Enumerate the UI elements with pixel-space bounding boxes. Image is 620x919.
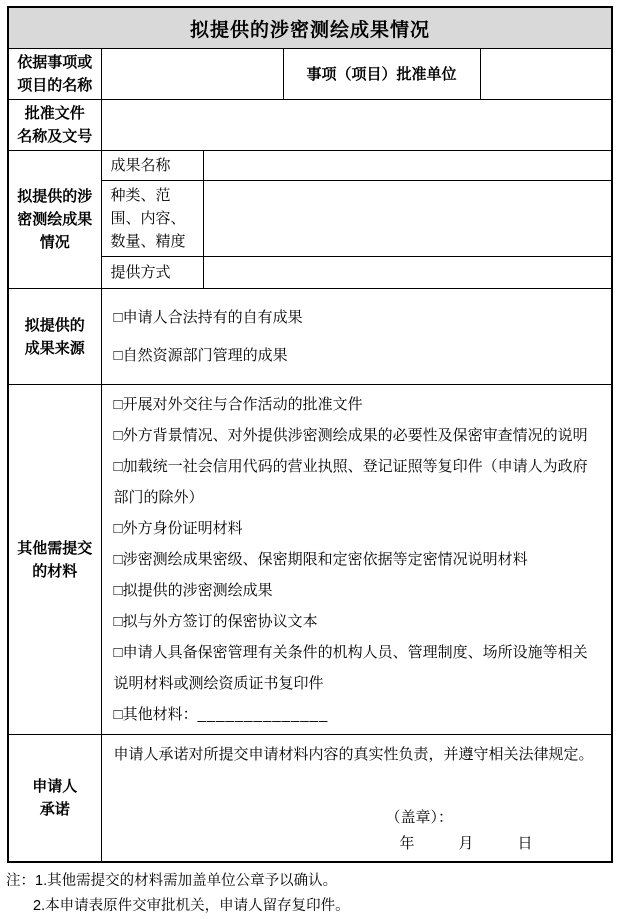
source-option-label: 自然资源部门管理的成果 [122, 346, 288, 364]
date-day-label: 日 [517, 835, 533, 852]
provision-method-label: 提供方式 [101, 257, 203, 289]
material-item-label: 拟提供的涉密测绘成果 [122, 582, 273, 599]
source-option-label: 申请人合法持有的自有成果 [122, 308, 303, 326]
approval-document-label [8, 100, 101, 151]
result-name-label: 成果名称 [101, 151, 203, 181]
label-line: 申请人 [32, 778, 78, 795]
footnote-line [6, 869, 620, 894]
label-line: 情况 [39, 234, 70, 251]
stamp-and-date-block [386, 805, 602, 857]
footnote-line [6, 894, 620, 919]
checkbox-icon: □ [113, 458, 123, 475]
checkbox-icon: □ [113, 582, 123, 599]
approval-document-value-cell [101, 100, 612, 151]
label-line: 批准文件 [24, 105, 85, 122]
date-year-label: 年 [399, 835, 415, 852]
checkbox-icon: □ [113, 308, 123, 326]
material-item [114, 420, 598, 451]
material-item [114, 575, 598, 606]
checkbox-icon: □ [113, 706, 123, 723]
material-item-label: 外方身份证明材料 [122, 520, 243, 537]
checkbox-icon: □ [113, 520, 123, 537]
material-item [114, 699, 598, 730]
material-item-label: 申请人具备保密管理有关条件的机构人员、管理制度、场所设施等相关说明材料或测绘资质证书复印件 [113, 644, 588, 692]
classified-results-form-table [7, 6, 613, 863]
material-item-label: 拟与外方签订的保密协议文本 [122, 613, 318, 630]
source-option [114, 299, 604, 337]
material-item-label: 外方背景情况、对外提供涉密测绘成果的必要性及保密审查情况的说明 [122, 427, 588, 444]
material-item [114, 637, 598, 699]
result-type-scope-label: 种类、范围、内容、数量、精度 [101, 181, 203, 257]
footnote-text: 2.本申请表原件交审批机关，申请人留存复印件。 [33, 898, 350, 914]
label-line: 其他需提交 [17, 539, 93, 557]
pledge-section-label [8, 735, 101, 863]
other-materials-blank-line: ______________ [197, 706, 329, 723]
basis-project-name-label [8, 49, 101, 100]
approval-unit-value-cell [480, 49, 612, 100]
material-item [114, 544, 598, 575]
label-line: 项目的名称 [17, 77, 93, 94]
footnote-text: 1.其他需提交的材料需加盖单位公章予以确认。 [35, 873, 338, 889]
checkbox-icon: □ [113, 396, 123, 413]
result-name-value-cell [203, 151, 612, 181]
material-item [114, 513, 598, 544]
label-line: 拟提供的 [24, 316, 85, 334]
provision-method-value-cell [203, 257, 612, 289]
footnote-prefix: 注： [6, 873, 35, 889]
label-line: 名称及文号 [17, 128, 93, 145]
material-item-label: 涉密测绘成果密级、保密期限和定密依据等定密情况说明材料 [122, 551, 528, 568]
label-line: 承诺 [39, 801, 70, 818]
other-materials-items-cell [101, 385, 612, 735]
checkbox-icon: □ [113, 644, 123, 661]
checkbox-icon: □ [113, 613, 123, 630]
material-item [114, 389, 598, 420]
source-options-cell [101, 289, 612, 385]
label-line: 拟提供的涉 [17, 188, 93, 205]
checkbox-icon: □ [113, 346, 123, 364]
checkbox-icon: □ [113, 427, 123, 444]
form-title: 拟提供的涉密测绘成果情况 [8, 7, 612, 49]
footnotes [6, 869, 620, 919]
pledge-content-cell [101, 735, 612, 863]
result-type-scope-value-cell [203, 181, 612, 257]
source-section-label [8, 289, 101, 385]
material-item-label: 其他材料： [122, 706, 198, 723]
label-line: 成果来源 [24, 339, 85, 357]
source-option [114, 337, 604, 375]
date-line [386, 831, 602, 857]
approval-unit-label: 事项（项目）批准单位 [283, 49, 480, 100]
stamp-label: （盖章）： [385, 809, 454, 826]
material-item [114, 606, 598, 637]
material-item-label: 开展对外交往与合作活动的批准文件 [122, 396, 363, 413]
pledge-statement: 申请人承诺对所提交申请材料内容的真实性负责，并遵守相关法律规定。 [113, 746, 594, 763]
results-section-label [8, 151, 101, 289]
material-item-label: 加载统一社会信用代码的营业执照、登记证照等复印件（申请人为政府部门的除外） [113, 458, 588, 506]
basis-project-name-value-cell [101, 49, 283, 100]
material-item [114, 451, 598, 513]
label-line: 的材料 [32, 562, 78, 580]
date-month-label: 月 [458, 835, 474, 852]
other-materials-label [8, 385, 101, 735]
label-line: 密测绘成果 [17, 211, 93, 228]
checkbox-icon: □ [113, 551, 123, 568]
label-line: 依据事项或 [17, 54, 93, 71]
